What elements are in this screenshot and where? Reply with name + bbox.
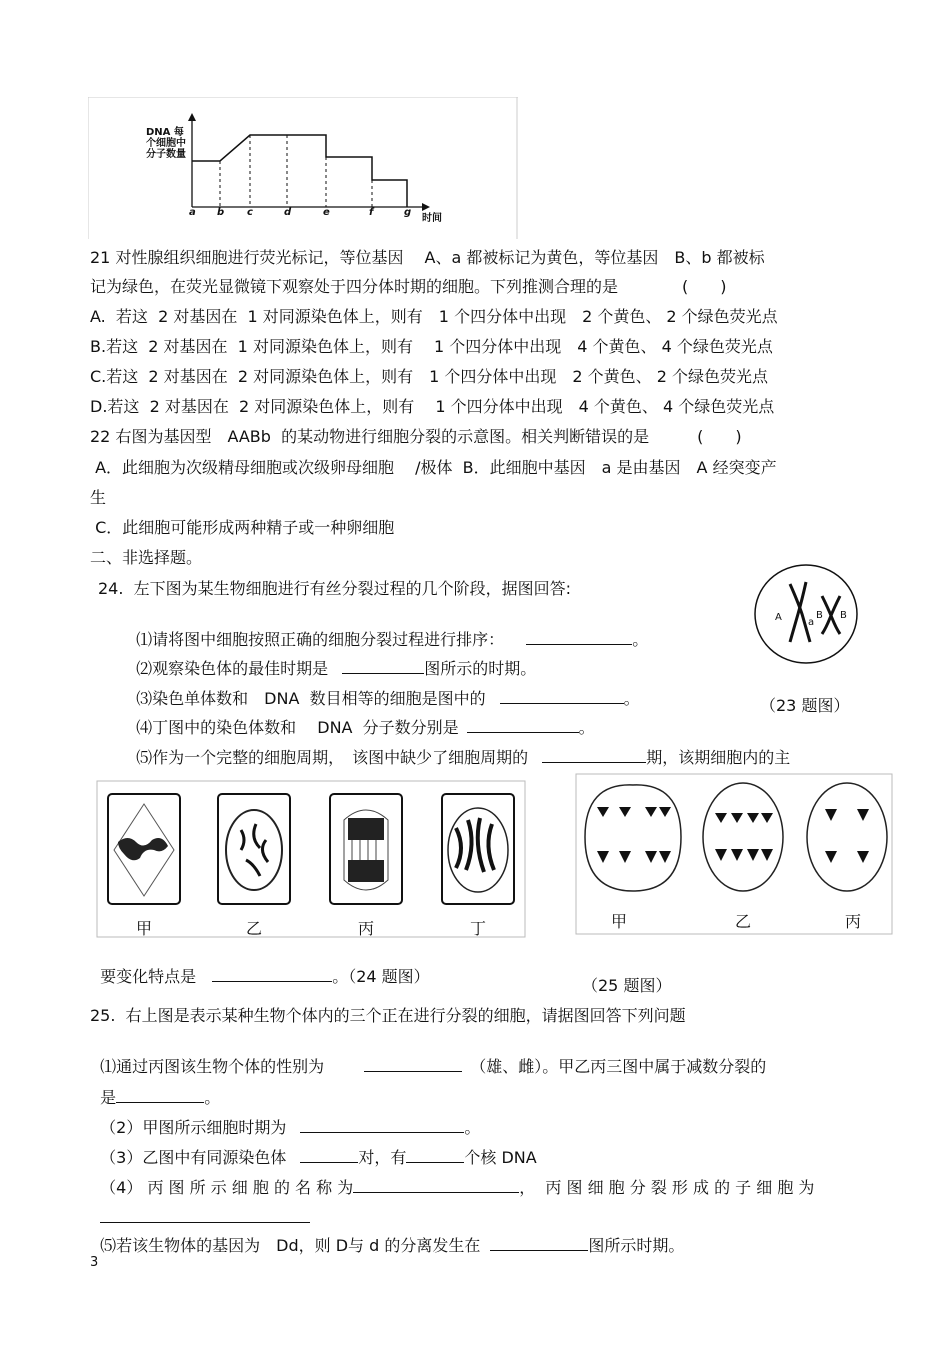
q25-part4-blank-a[interactable] xyxy=(353,1178,519,1193)
graph-tick-d: d xyxy=(284,207,292,218)
fig25-label-bing: 丙 xyxy=(845,912,862,931)
graph-x-unit: 时间 xyxy=(422,213,442,224)
fig23-label-B2: B xyxy=(840,610,847,621)
q22-option-c: C．此细胞可能形成两种精子或一种卵细胞 xyxy=(90,518,395,537)
q25-part5-blank[interactable] xyxy=(490,1236,588,1251)
q25-part5-end: 图所示时期。 xyxy=(588,1236,685,1255)
dna-content-graph xyxy=(88,97,518,239)
q25-part3-mid: 对，有 xyxy=(358,1148,407,1167)
q24-part5-end: 期，该期细胞内的主 xyxy=(646,748,791,767)
graph-y-label: DNA 每个细胞中分子数量 xyxy=(146,127,186,160)
q24-part5b-blank[interactable] xyxy=(212,967,332,982)
q24-part1-end: 。 xyxy=(632,630,649,649)
q25-part1b-end: 。 xyxy=(204,1088,221,1107)
fig24-mitosis xyxy=(96,780,526,938)
q24-part5 xyxy=(126,725,790,769)
q24-part5b-end: 。（24 题图） xyxy=(332,967,430,986)
q21-option-d: D.若这 2 对基因在 2 对同源染色体上，则有 1 个四分体中出现 4 个黄色、 4 个绿色荧光点 xyxy=(90,397,775,416)
q24-part3-end: 。 xyxy=(623,689,640,708)
q21-stem-line2: 记为绿色，在荧光显微镜下观察处于四分体时期的细胞。下列推测合理的是 ( ) xyxy=(90,277,727,296)
graph-tick-b: b xyxy=(217,207,225,218)
q25-part2-text: （2）甲图所示细胞时期为 xyxy=(100,1118,287,1137)
page-number: 3 xyxy=(90,1255,99,1270)
q24-part5-cont xyxy=(90,944,430,988)
fig24-label-yi: 乙 xyxy=(246,919,263,938)
q25-part2-end: 。 xyxy=(464,1118,481,1137)
graph-tick-e: e xyxy=(323,207,330,218)
q24-part4-end: 。 xyxy=(578,718,595,737)
fig23-label-a: a xyxy=(808,617,815,628)
fig23-label-A: A xyxy=(775,612,782,623)
q22-option-ab: A．此细胞为次级精母细胞或次级卵母细胞 /极体 B．此细胞中基因 a 是由基因 A 经突变产 xyxy=(90,458,777,477)
q24-stem: 24. 左下图为某生物细胞进行有丝分裂过程的几个阶段，据图回答: xyxy=(98,579,572,598)
graph-tick-f: f xyxy=(369,207,374,218)
q25-part1-blank[interactable] xyxy=(364,1057,462,1072)
q21-option-a: A. 若这 2 对基因在 1 对同源染色体上，则有 1 个四分体中出现 2 个黄色、 2 个绿色荧光点 xyxy=(90,307,778,326)
fig25-caption: （25 题图） xyxy=(582,976,672,995)
q25-part1b-text: 是 xyxy=(100,1088,117,1107)
q21-option-b: B.若这 2 对基因在 1 对同源染色体上，则有 1 个四分体中出现 4 个黄色、 4 个绿色荧光点 xyxy=(90,337,773,356)
q25-part3-text: （3）乙图中有同源染色体 xyxy=(100,1148,287,1167)
q22-option-ab-cont: 生 xyxy=(90,488,107,507)
q21-option-c: C.若这 2 对基因在 2 对同源染色体上，则有 1 个四分体中出现 2 个黄色、 2 个绿色荧光点 xyxy=(90,367,769,386)
q24-part5-blank[interactable] xyxy=(542,748,646,763)
graph-tick-c: c xyxy=(247,207,253,218)
q25-part5-text: ⑸若该生物体的基因为 Dd，则 D与 d 的分离发生在 xyxy=(100,1236,481,1255)
fig23-cell xyxy=(752,562,862,666)
fig24-label-jia: 甲 xyxy=(136,919,153,938)
fig24-label-bing: 丙 xyxy=(358,919,375,938)
q24-part2-text: ⑵观察染色体的最佳时期是 xyxy=(136,659,329,678)
q24-part4-text: ⑷丁图中的染色体数和 DNA 分子数分别是 xyxy=(136,718,459,737)
graph-tick-g: g xyxy=(404,207,412,218)
fig24-svg xyxy=(96,780,526,938)
q24-part1-blank[interactable] xyxy=(526,630,632,645)
q25-part3-end: 个核 DNA xyxy=(464,1148,537,1167)
q22-stem: 22 右图为基因型 AABb 的某动物进行细胞分裂的示意图。相关判断错误的是 ( ) xyxy=(90,427,742,446)
dna-graph-svg xyxy=(88,97,518,239)
fig25-label-jia: 甲 xyxy=(611,912,628,931)
q25-part1-mid: （雄、雌）。甲乙丙三图中属于减数分裂的 xyxy=(470,1057,767,1076)
q24-part5-text: ⑸作为一个完整的细胞周期， 该图中缺少了细胞周期的 xyxy=(136,748,529,767)
q21-stem-line1: 21 对性腺组织细胞进行荧光标记，等位基因 A、a 都被标记为黄色，等位基因 B、b 都被标 xyxy=(90,248,765,267)
q24-part3-text: ⑶染色单体数和 DNA 数目相等的细胞是图中的 xyxy=(136,689,486,708)
q25-part5 xyxy=(90,1213,684,1257)
fig24-label-ding: 丁 xyxy=(470,919,487,938)
section-heading: 二、非选择题。 xyxy=(90,548,203,567)
q25-part4-text: （4） 丙 图 所 示 细 胞 的 名 称 为 xyxy=(100,1178,354,1197)
q24-part2-end: 图所示的时期。 xyxy=(424,659,537,678)
fig23-label-B1: B xyxy=(816,610,823,621)
q25-stem: 25. 右上图是表示某种生物个体内的三个正在进行分裂的细胞，请据图回答下列问题 xyxy=(90,1006,686,1025)
q24-part5b-text: 要变化特点是 xyxy=(100,967,197,986)
q25-part4-mid: ， 丙 图 细 胞 分 裂 形 成 的 子 细 胞 为 xyxy=(519,1178,815,1197)
fig23-caption: （23 题图） xyxy=(760,696,850,715)
q24-part1-text: ⑴请将图中细胞按照正确的细胞分裂过程进行排序： xyxy=(136,630,505,649)
graph-tick-a: a xyxy=(189,207,196,218)
fig25-label-yi: 乙 xyxy=(735,912,752,931)
fig25-meiosis xyxy=(575,773,893,935)
q25-part1-text: ⑴通过丙图该生物个体的性别为 xyxy=(100,1057,325,1076)
